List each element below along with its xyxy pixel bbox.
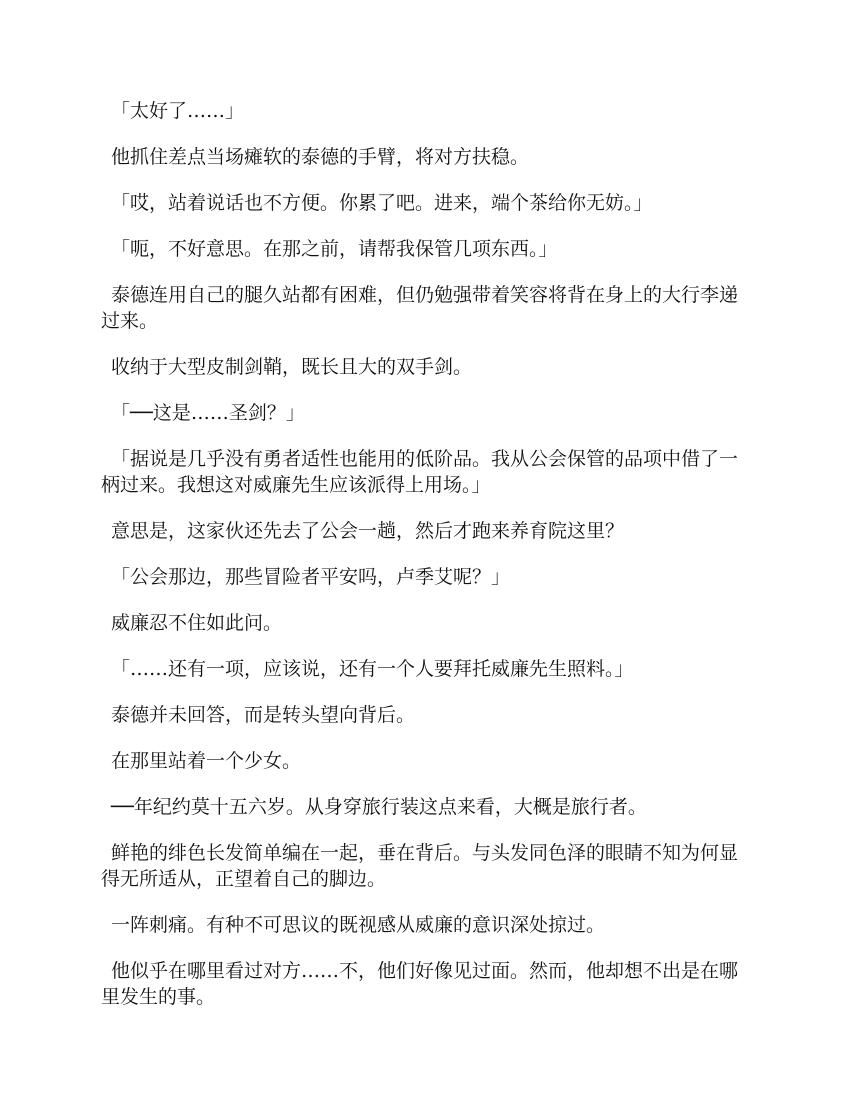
- paragraph-3: 「哎，站着说话也不方便。你累了吧。进来，端个茶给你无妨。」: [111, 192, 653, 214]
- paragraph-9: 意思是，这家伙还先去了公会一趟，然后才跑来养育院这里？: [111, 520, 625, 542]
- paragraph-16: 鲜艳的绯色长发简单编在一起，垂在背后。与头发同色泽的眼睛不知为何显得无所适从，正望着自己的脚边。: [101, 842, 739, 890]
- document-page: [101, 98, 751, 1030]
- paragraph-11: 威廉忍不住如此问。: [111, 612, 283, 634]
- paragraph-6: 收纳于大型皮制剑鞘，既长且大的双手剑。: [111, 356, 473, 378]
- paragraph-4: 「呃，不好意思。在那之前，请帮我保管几项东西。」: [111, 238, 558, 260]
- paragraph-17: 一阵刺痛。有种不可思议的既视感从威廉的意识深处掠过。: [111, 914, 606, 936]
- paragraph-5: 泰德连用自己的腿久站都有困难，但仍勉强带着笑容将背在身上的大行李递过来。: [101, 284, 739, 332]
- paragraph-18: 他似乎在哪里看过对方……不，他们好像见过面。然而，他却想不出是在哪里发生的事。: [101, 960, 739, 1008]
- paragraph-2: 他抓住差点当场瘫软的泰德的手臂，将对方扶稳。: [111, 146, 530, 168]
- paragraph-7: 「──这是……圣剑？」: [111, 402, 305, 424]
- paragraph-1: 「太好了……」: [111, 100, 245, 122]
- paragraph-15: ──年纪约莫十五六岁。从身穿旅行装这点来看，大概是旅行者。: [111, 796, 647, 818]
- paragraph-13: 泰德并未回答，而是转头望向背后。: [111, 704, 416, 726]
- paragraph-12: 「……还有一项，应该说，还有一个人要拜托威廉先生照料。」: [111, 658, 634, 680]
- paragraph-8: 「据说是几乎没有勇者适性也能用的低阶品。我从公会保管的品项中借了一柄过来。我想这对威廉先生应该派得上用场。」: [101, 448, 739, 496]
- paragraph-10: 「公会那边，那些冒险者平安吗，卢季艾呢？」: [111, 566, 511, 588]
- paragraph-14: 在那里站着一个少女。: [111, 750, 302, 772]
